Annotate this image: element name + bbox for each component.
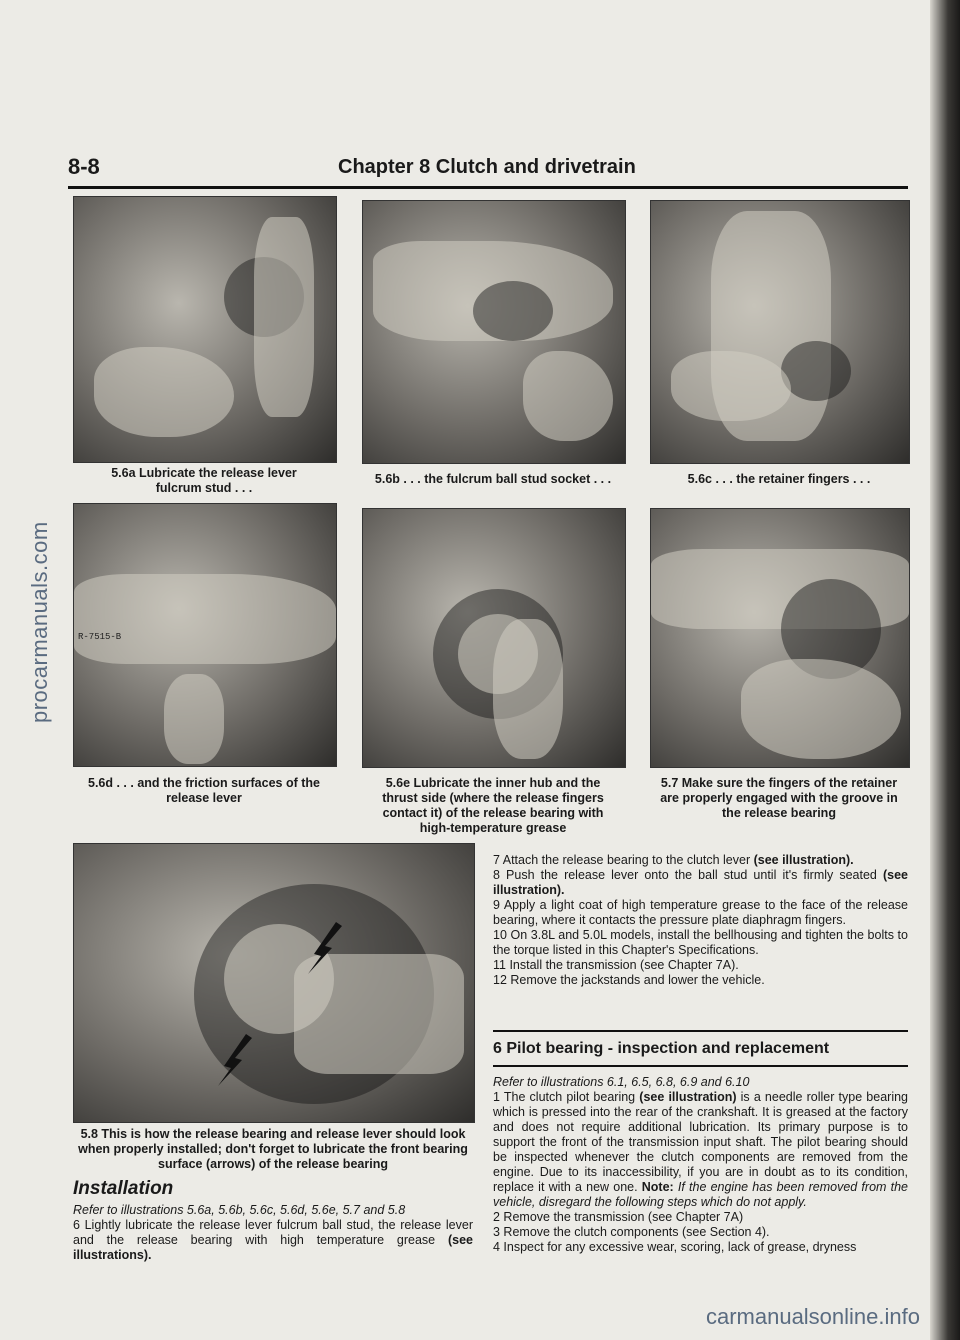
- section-6-heading: 6 Pilot bearing - inspection and replacement: [493, 1040, 830, 1057]
- chapter-title: Chapter 8 Clutch and drivetrain: [338, 156, 636, 178]
- page-header: [68, 150, 908, 189]
- photo-5-6c: [650, 200, 910, 464]
- caption-5-6c: 5.6c . . . the retainer fingers . . .: [687, 472, 871, 486]
- watermark-bottom: carmanualsonline.info: [705, 1304, 920, 1329]
- caption-5-8: 5.8 This is how the release bearing and release lever should look when properly installed; don't forget to lubricate the front bearing surface (arrows) of the release bearing: [78, 1127, 468, 1171]
- section-rule-bottom: [493, 1065, 908, 1067]
- photo-5-6b: [362, 200, 626, 464]
- photo-5-8: [73, 843, 475, 1123]
- caption-5-6b: 5.6b . . . the fulcrum ball stud socket . . .: [374, 472, 612, 486]
- installation-heading: Installation: [73, 1178, 174, 1199]
- part-number-label: R-7515-B: [78, 632, 122, 642]
- page-number: 8-8: [68, 154, 100, 179]
- caption-5-7: 5.7 Make sure the fingers of the retainer are properly engaged with the groove in the release bearing: [660, 776, 898, 820]
- arrow-icons: [74, 844, 474, 1122]
- photo-5-6a: [73, 196, 337, 463]
- caption-5-6e: 5.6e Lubricate the inner hub and the thrust side (where the release fingers contact it) of the release bearing with high-temperature grease: [382, 776, 604, 835]
- photo-5-7: [650, 508, 910, 768]
- page-edge-shadow: [930, 0, 960, 1340]
- caption-5-6d: 5.6d . . . and the friction surfaces of the release lever: [88, 776, 320, 805]
- photo-5-6d: [73, 503, 337, 767]
- caption-5-6a: 5.6a Lubricate the release lever fulcrum stud . . .: [111, 466, 297, 495]
- section-6-text: Refer to illustrations 6.1, 6.5, 6.8, 6.9 and 6.10 1 The clutch pilot bearing (see illustration) is a needle roller type bearing which is pressed into the rear of the crankshaft. It is greased at the factory and does not require additional lubrication. Its primary purpose is to support the front of the transmission input shaft. The pilot bearing should be inspected whenever the clutch components are removed from the engine. Due to its inaccessibility, if you are in doubt as to its condition, replace it with a new one. Note: If the engine has been removed from the vehicle, disregard the following steps which do not apply. 2 Remove the transmission (see Chapter 7A) 3 Remove the clutch components (see Section 4). 4 Inspect for any excessive wear, scoring, lack of grease, dryness: [493, 1075, 908, 1254]
- section-rule-top: [493, 1030, 908, 1032]
- watermark-left: procarmanuals.com: [27, 521, 52, 723]
- steps-7-12: 7 Attach the release bearing to the clutch lever (see illustration). 8 Push the release lever onto the ball stud until it's firmly seated (see illustration). 9 Apply a light coat of high temperature grease to the face of the release bearing, where it contacts the pressure plate diaphragm fingers. 10 On 3.8L and 5.0L models, install the bellhousing and tighten the bolts to the torque listed in this Chapter's Specifications. 11 Install the transmission (see Chapter 7A). 12 Remove the jackstands and lower the vehicle.: [493, 853, 908, 987]
- installation-text: Refer to illustrations 5.6a, 5.6b, 5.6c, 5.6d, 5.6e, 5.7 and 5.8 6 Lightly lubricate the release lever fulcrum ball stud, the release lever and the release bearing with high temperature grease (see illustrations).: [73, 1203, 473, 1262]
- photo-5-6e: [362, 508, 626, 768]
